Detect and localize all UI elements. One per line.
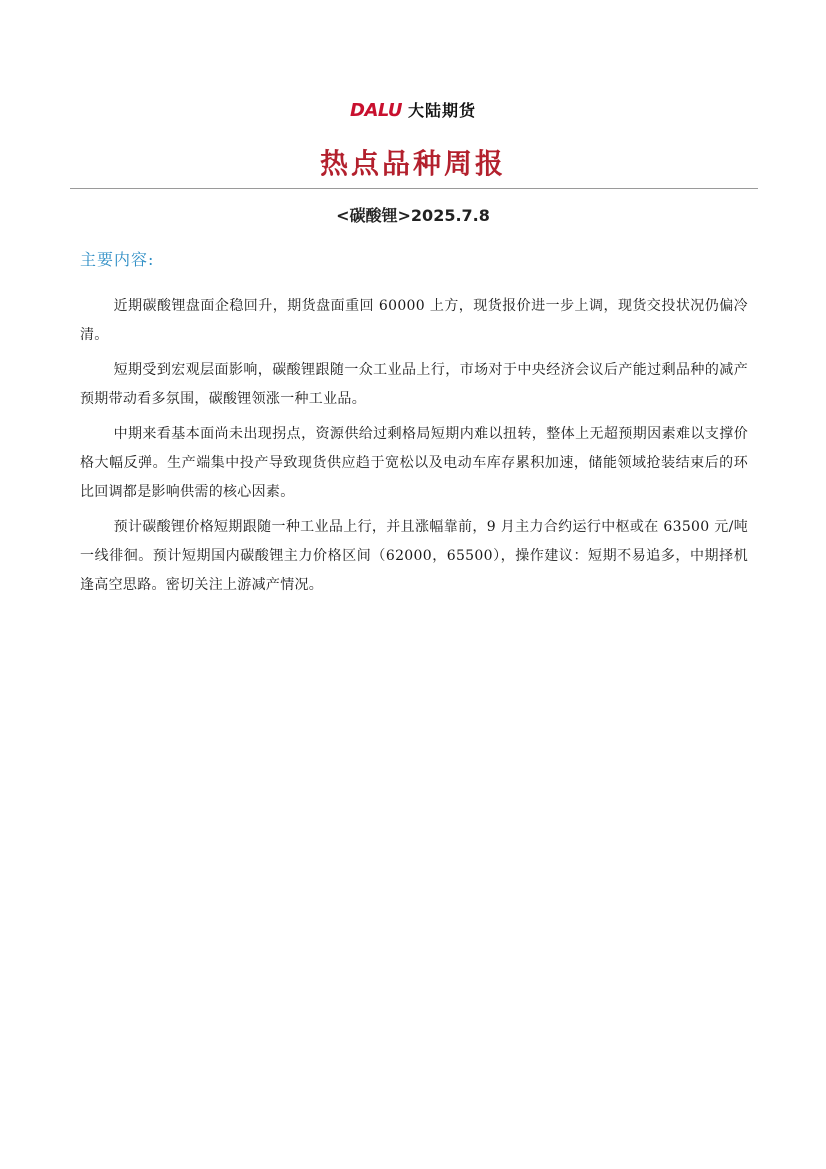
- paragraph: 预计碳酸锂价格短期跟随一种工业品上行，并且涨幅靠前，9 月主力合约运行中枢或在 63500 元/吨一线徘徊。预计短期国内碳酸锂主力价格区间（62000，65500），操作建议：短期不易追多，中期择机逢高空思路。密切关注上游减产情况。: [80, 519, 748, 593]
- paragraph: 近期碳酸锂盘面企稳回升，期货盘面重回 60000 上方，现货报价进一步上调，现货交投状况仍偏冷清。: [80, 298, 748, 343]
- paragraph: 短期受到宏观层面影响，碳酸锂跟随一众工业品上行，市场对于中央经济会议后产能过剩品种的减产预期带动看多氛围，碳酸锂领涨一种工业品。: [80, 362, 748, 407]
- report-body: [80, 292, 748, 606]
- paragraph: 中期来看基本面尚未出现拐点，资源供给过剩格局短期内难以扭转，整体上无超预期因素难以支撑价格大幅反弹。生产端集中投产导致现货供应趋于宽松以及电动车库存累积加速，储能领域抢装结束后的环比回调都是影响供需的核心因素。: [80, 426, 748, 500]
- section-heading: 主要内容:: [80, 250, 155, 269]
- report-subtitle: <碳酸锂>2025.7.8: [336, 206, 490, 225]
- title-divider: [70, 188, 758, 189]
- report-title: 热点品种周报: [319, 147, 506, 180]
- logo-text: 大陆期货: [407, 101, 476, 120]
- logo-mark: DALU: [350, 100, 402, 121]
- company-logo: [0, 100, 826, 122]
